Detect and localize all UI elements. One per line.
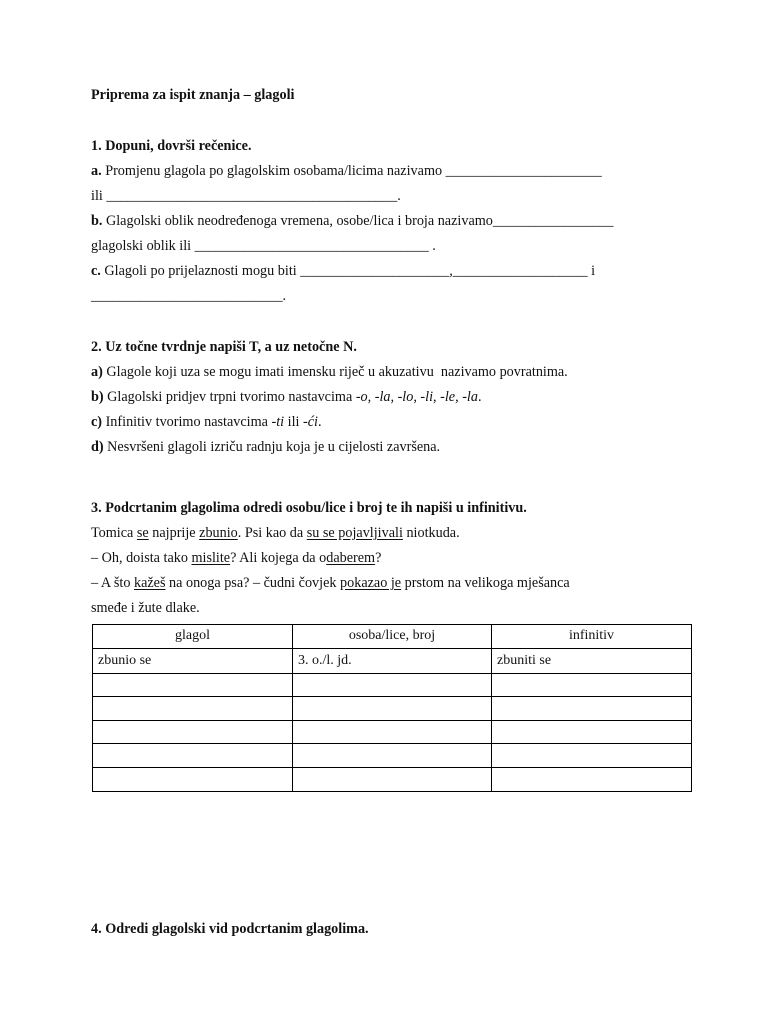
underlined-verb: se bbox=[136, 525, 149, 541]
q1-item-b-cont: glagolski oblik ili _________________________________ . bbox=[91, 238, 436, 254]
table-row bbox=[93, 744, 692, 768]
q2-b-label: b) bbox=[91, 389, 104, 405]
table-cell[interactable] bbox=[93, 767, 293, 791]
q2-d-text: Nesvršeni glagoli izriču radnju koja je u cijelosti završena. bbox=[103, 439, 441, 455]
table-cell[interactable] bbox=[492, 744, 692, 768]
table-cell[interactable] bbox=[93, 744, 293, 768]
table-row bbox=[93, 767, 692, 791]
table-header-cell: infinitiv bbox=[492, 625, 692, 649]
verb-analysis-table bbox=[92, 624, 692, 792]
q1-b-label: b. bbox=[91, 213, 103, 229]
q3-text-line-2 bbox=[91, 549, 381, 567]
q3-text: niotkuda. bbox=[402, 525, 460, 541]
q2-c-mid: ili bbox=[284, 414, 303, 430]
table-header-cell: glagol bbox=[93, 625, 293, 649]
q2-c-end: . bbox=[317, 414, 322, 430]
q2-b-text: Glagolski pridjev trpni tvorimo nastavcima bbox=[103, 389, 356, 405]
q3-text: na onoga psa? – čudni čovjek bbox=[165, 575, 341, 591]
q1-a-text: Promjenu glagola po glagolskim osobama/licima nazivamo ______________________ bbox=[101, 163, 602, 179]
underlined-verb: su se pojavljivali bbox=[306, 525, 403, 541]
q2-c-suffix1: -ti bbox=[271, 414, 285, 430]
q3-text: . Psi kao da bbox=[237, 525, 307, 541]
table-cell: zbuniti se bbox=[492, 648, 692, 673]
q3-text-line-4: smeđe i žute dlake. bbox=[91, 600, 200, 616]
q2-heading: 2. Uz točne tvrdnje napiši T, a uz netočne N. bbox=[91, 339, 357, 355]
underlined-verb: pokazao je bbox=[340, 575, 402, 591]
table-cell[interactable] bbox=[293, 767, 492, 791]
q2-c-label: c) bbox=[91, 414, 103, 430]
table-cell[interactable] bbox=[492, 697, 692, 721]
q1-c-label: c. bbox=[91, 263, 101, 279]
q3-text: ? bbox=[375, 550, 382, 566]
q2-d-label: d) bbox=[91, 439, 104, 455]
q1-item-a bbox=[91, 162, 602, 180]
q1-item-c bbox=[91, 262, 595, 280]
q1-item-a-cont: ili _________________________________________. bbox=[91, 188, 401, 204]
table-cell[interactable] bbox=[293, 720, 492, 744]
q2-item-a bbox=[91, 363, 568, 381]
page-title: Priprema za ispit znanja – glagoli bbox=[91, 87, 295, 103]
q3-heading: 3. Podcrtanim glagolima odredi osobu/lice i broj te ih napiši u infinitivu. bbox=[91, 500, 527, 516]
table-header-row bbox=[93, 625, 692, 649]
q1-c-text: Glagoli po prijelaznosti mogu biti _____________________,___________________ i bbox=[100, 263, 596, 279]
q1-heading: 1. Dopuni, dovrši rečenice. bbox=[91, 138, 252, 154]
table-cell[interactable] bbox=[293, 744, 492, 768]
table-row bbox=[93, 648, 692, 673]
q2-c-suffix2: -ći bbox=[303, 414, 318, 430]
q1-a-label: a. bbox=[91, 163, 102, 179]
q3-text-line-1 bbox=[91, 524, 460, 542]
table-cell: zbunio se bbox=[93, 648, 293, 673]
q3-text: ? Ali kojega da o bbox=[230, 550, 327, 566]
table-cell[interactable] bbox=[492, 720, 692, 744]
q3-text: – Oh, doista tako bbox=[91, 550, 192, 566]
table-cell[interactable] bbox=[93, 697, 293, 721]
table-row bbox=[93, 673, 692, 697]
q1-item-c-cont: ___________________________. bbox=[91, 288, 287, 304]
q3-text: Tomica bbox=[91, 525, 137, 541]
q1-item-b bbox=[91, 212, 613, 230]
table-cell[interactable] bbox=[93, 720, 293, 744]
q2-c-text: Infinitiv tvorimo nastavcima bbox=[102, 414, 272, 430]
table-row bbox=[93, 720, 692, 744]
underlined-verb: mislite bbox=[191, 550, 231, 566]
q4-heading: 4. Odredi glagolski vid podcrtanim glagolima. bbox=[91, 921, 369, 937]
q2-b-suffixes: -o, -la, -lo, -li, -le, -la bbox=[355, 389, 478, 405]
table-cell[interactable] bbox=[293, 673, 492, 697]
table-header-cell: osoba/lice, broj bbox=[293, 625, 492, 649]
q2-b-end: . bbox=[477, 389, 482, 405]
q2-item-d bbox=[91, 438, 440, 456]
q3-text: najprije bbox=[148, 525, 200, 541]
table-cell: 3. o./l. jd. bbox=[293, 648, 492, 673]
underlined-verb: kažeš bbox=[133, 575, 166, 591]
q2-item-c bbox=[91, 413, 322, 431]
q2-a-text: Glagole koji uza se mogu imati imensku riječ u akuzativu nazivamo povratnima. bbox=[102, 364, 568, 380]
q3-text-line-3 bbox=[91, 574, 570, 592]
q2-a-label: a) bbox=[91, 364, 103, 380]
q3-text: prstom na velikoga mješanca bbox=[401, 575, 570, 591]
q2-item-b bbox=[91, 388, 482, 406]
table-cell[interactable] bbox=[492, 767, 692, 791]
underlined-verb: zbunio bbox=[199, 525, 238, 541]
q3-text: – A što bbox=[91, 575, 134, 591]
underlined-verb: daberem bbox=[326, 550, 376, 566]
q1-b-text: Glagolski oblik neodređenoga vremena, osobe/lica i broja nazivamo_________________ bbox=[102, 213, 614, 229]
table-cell[interactable] bbox=[293, 697, 492, 721]
table-row bbox=[93, 697, 692, 721]
table-cell[interactable] bbox=[492, 673, 692, 697]
table-cell[interactable] bbox=[93, 673, 293, 697]
